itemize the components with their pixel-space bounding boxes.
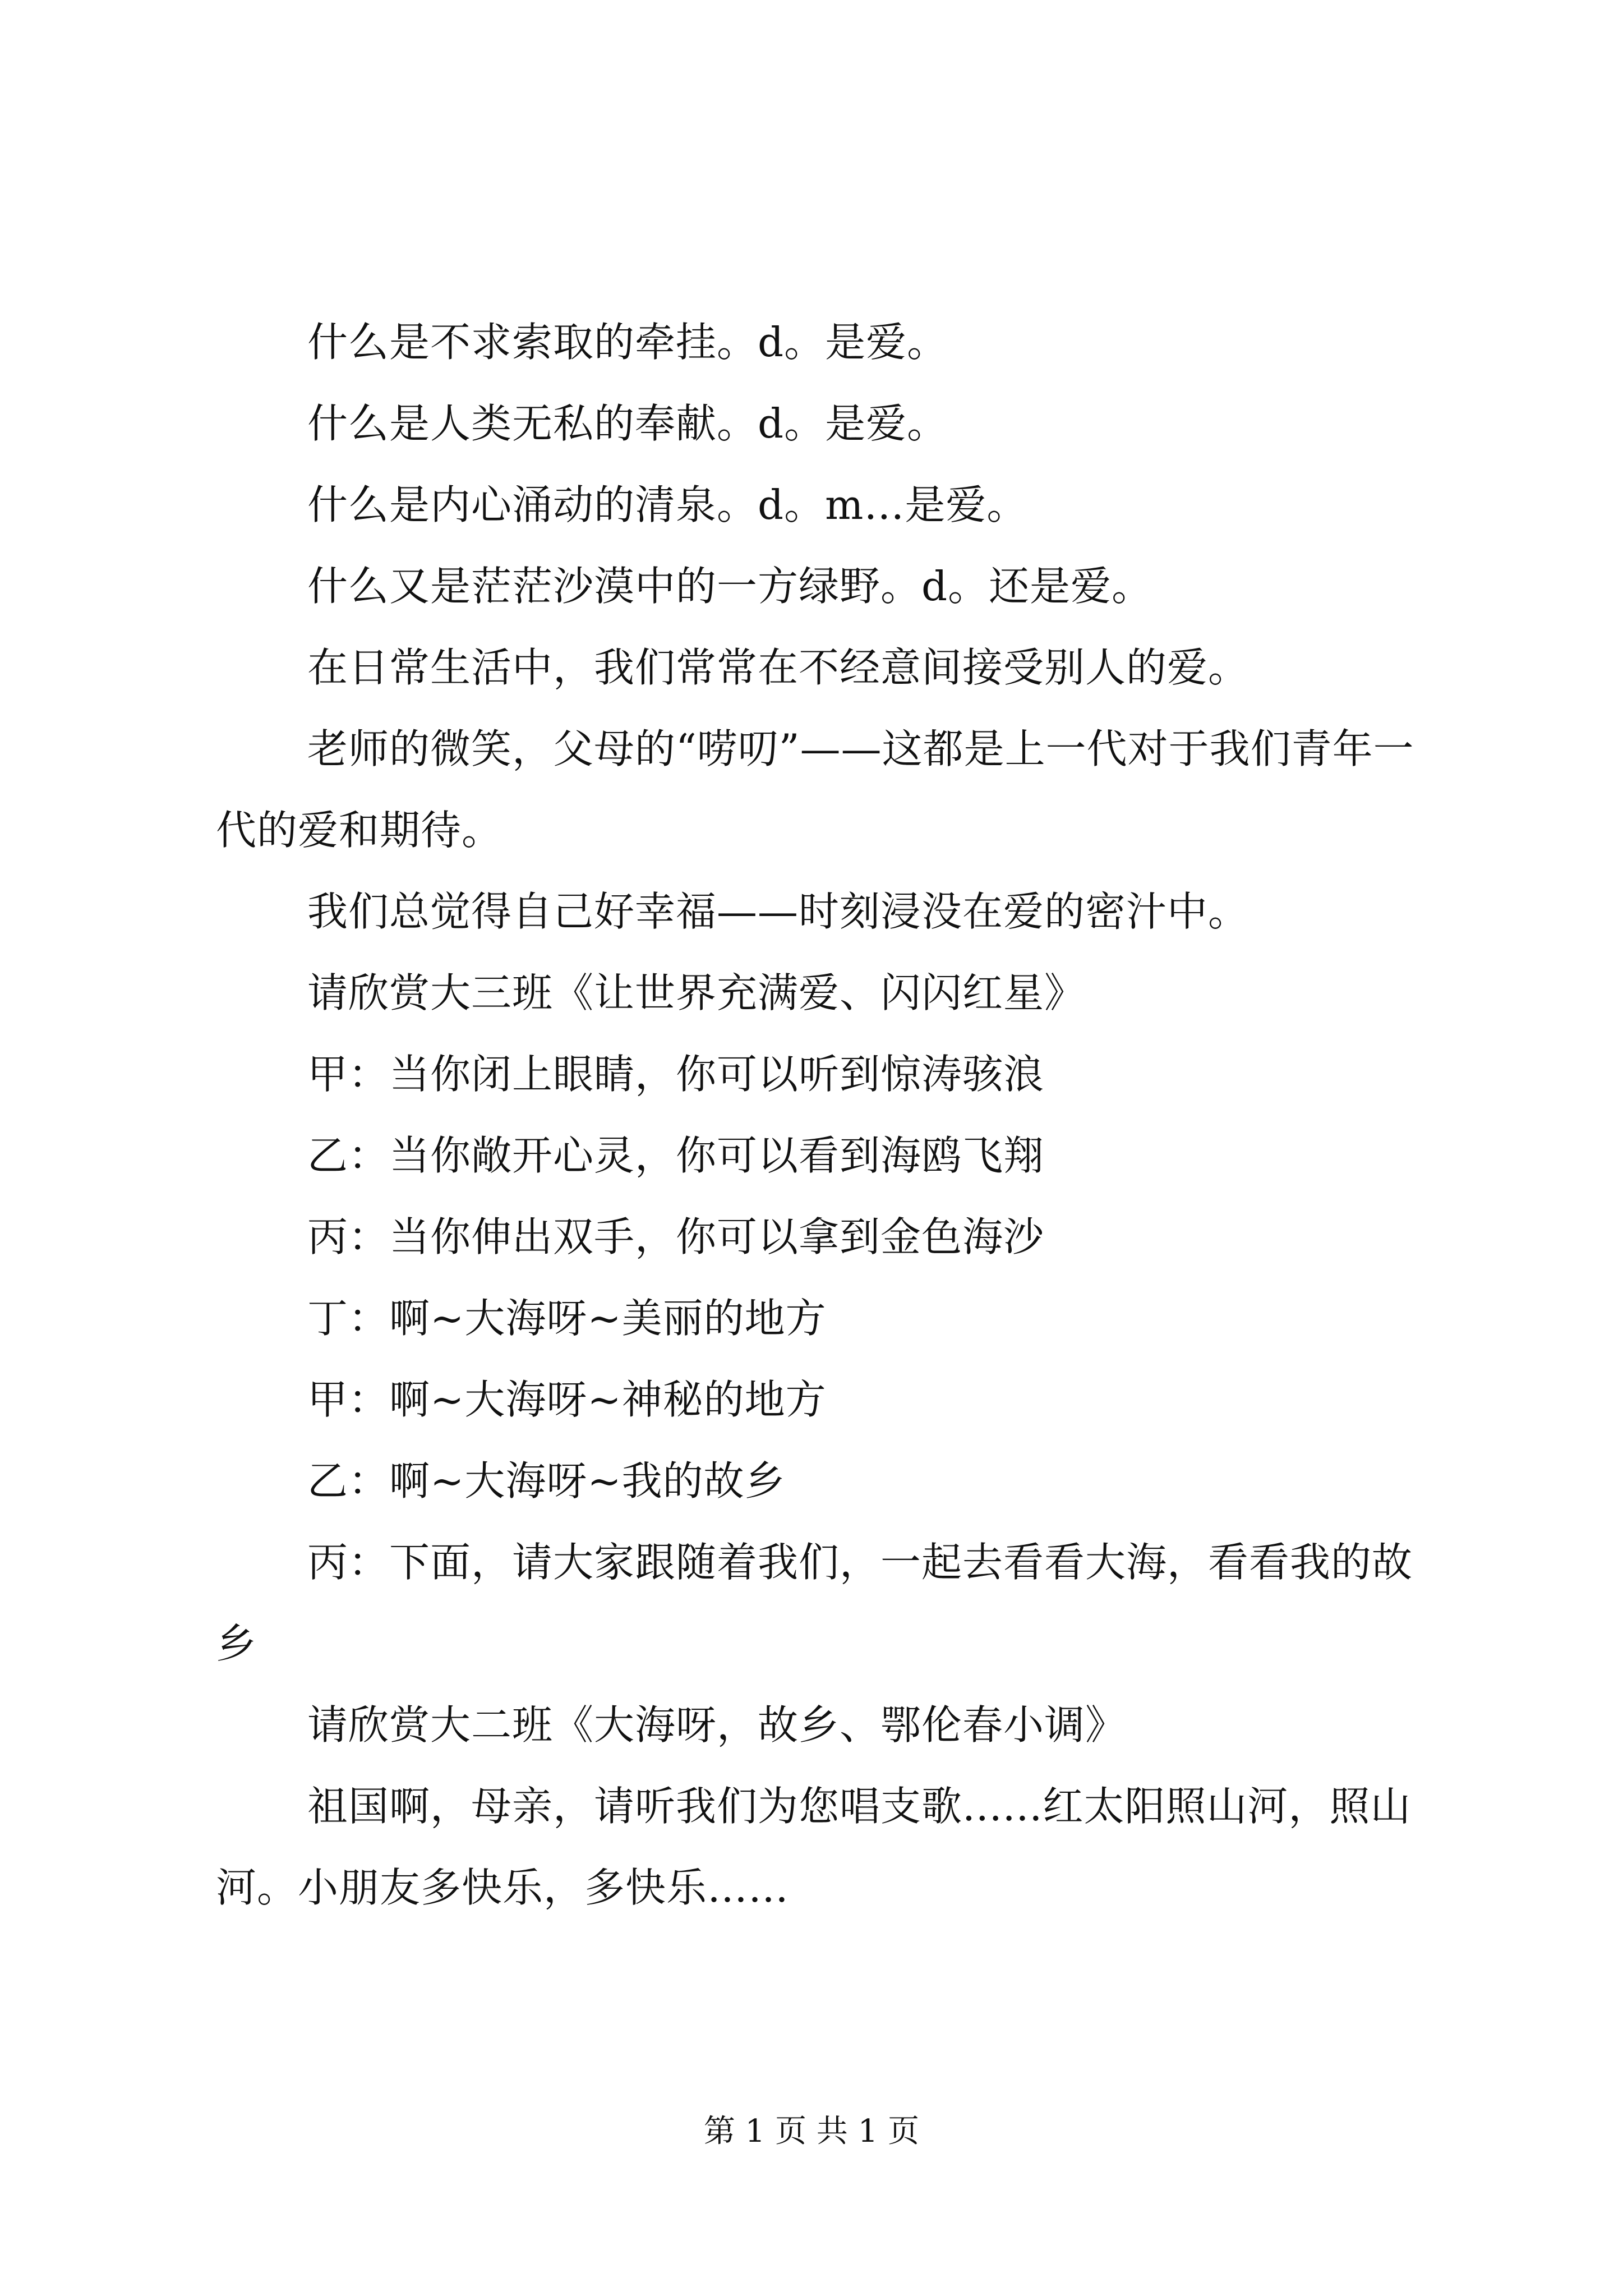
paragraph: 乙：当你敞开心灵，你可以看到海鸥飞翔	[307, 1132, 1045, 1179]
page-footer: 第 1 页 共 1 页	[703, 2113, 920, 2150]
paragraph: 我们总觉得自己好幸福——时刻浸没在爱的密汁中。	[307, 888, 1249, 935]
paragraph: 丙：当你伸出双手，你可以拿到金色海沙	[307, 1213, 1045, 1260]
paragraph: 老师的微笑，父母的“唠叨”——这都是上一代对于我们青年一代的爱和期待。	[216, 725, 1414, 854]
paragraph: 请欣赏大二班《大海呀，故乡、鄂伦春小调》	[307, 1701, 1127, 1749]
paragraph: 什么又是茫茫沙漠中的一方绿野。d。还是爱。	[307, 563, 1153, 610]
paragraph: 什么是不求索取的牵挂。d。是爱。	[307, 319, 948, 366]
paragraph: 祖国啊，母亲，请听我们为您唱支歌......红太阳照山河，照山河。小朋友多快乐，多快乐……	[216, 1783, 1412, 1911]
paragraph: 甲：当你闭上眼睛，你可以听到惊涛骇浪	[307, 1051, 1045, 1098]
paragraph: 丁：啊~大海呀~美丽的地方	[307, 1295, 827, 1342]
paragraph: 丙：下面，请大家跟随着我们，一起去看看大海，看看我的故乡	[216, 1539, 1413, 1667]
paragraph: 什么是内心涌动的清泉。d。m…是爱。	[307, 481, 1028, 528]
paragraph: 乙：啊~大海呀~我的故乡	[307, 1457, 786, 1504]
paragraph: 什么是人类无私的奉献。d。是爱。	[307, 400, 948, 447]
paragraph: 请欣赏大三班《让世界充满爱、闪闪红星》	[307, 969, 1086, 1016]
paragraph: 在日常生活中，我们常常在不经意间接受别人的爱。	[307, 644, 1249, 691]
document-body	[216, 302, 1422, 1929]
paragraph: 甲：啊~大海呀~神秘的地方	[307, 1376, 827, 1423]
